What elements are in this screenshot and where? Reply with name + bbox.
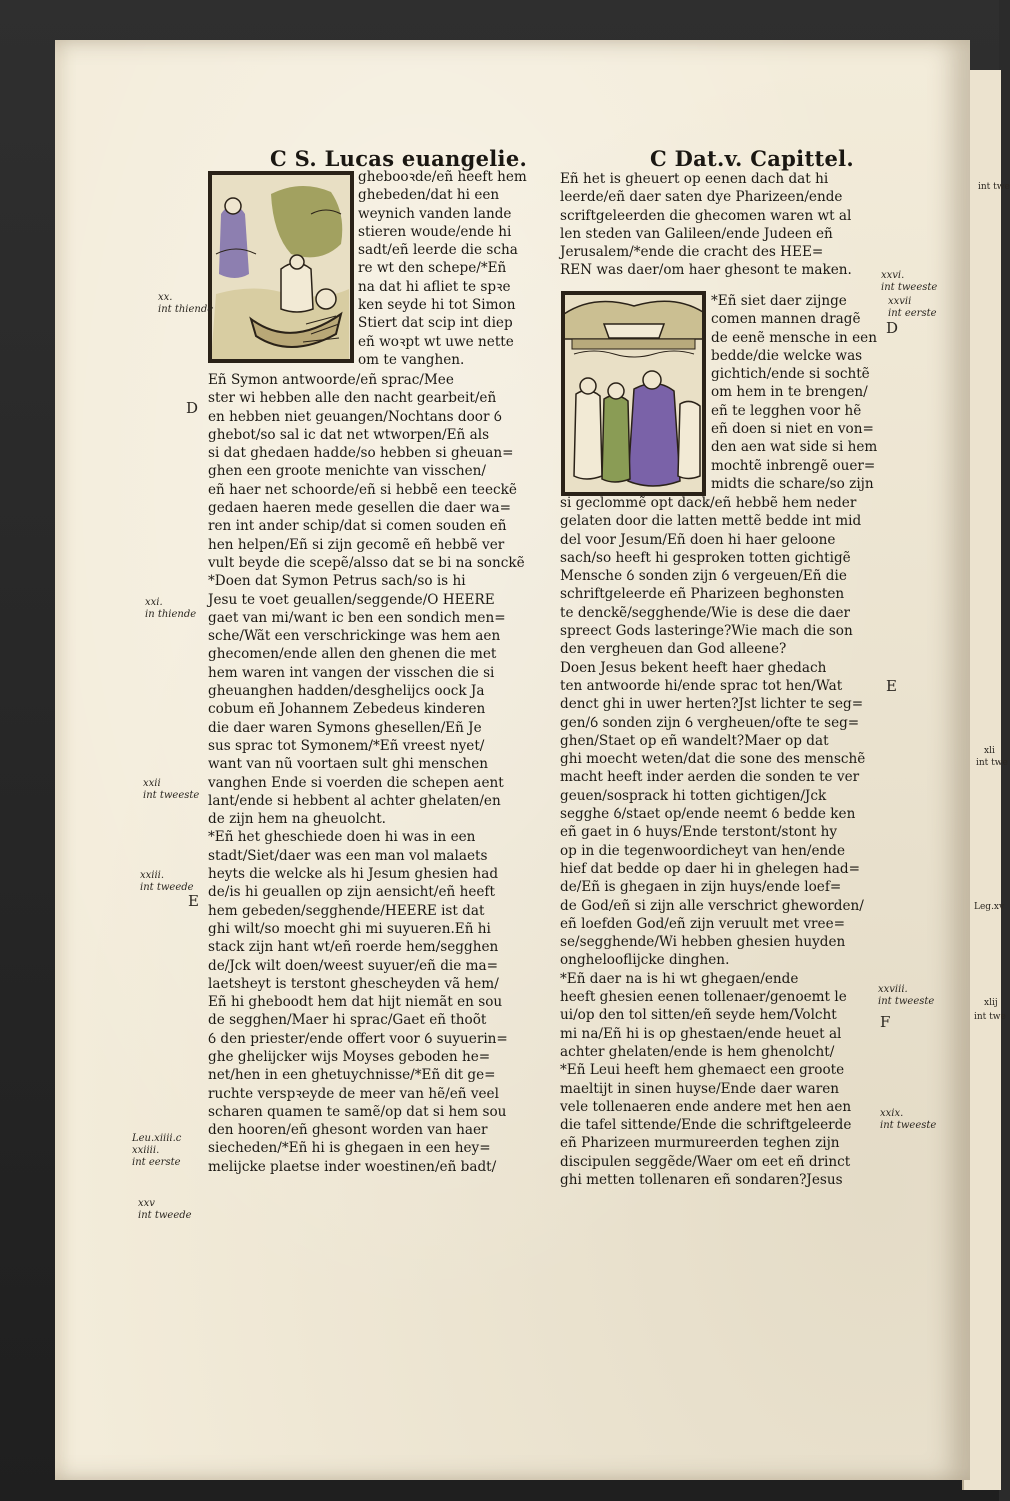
text-line: midts die schare/so zijn (711, 475, 874, 492)
right-column-beside-image (711, 292, 877, 493)
text-line: ster wi hebben alle den nacht gearbeit/eñ (208, 390, 497, 407)
text-line: heeft ghesien eenen tollenaer/genoemt le (560, 989, 847, 1006)
text-line: eñ loefden God/eñ zijn veruult met vree= (560, 915, 846, 932)
left-column-beside-image (358, 168, 527, 369)
text-line: Jesu te voet geuallen/seggende/O HEERE (208, 591, 495, 608)
text-line: want van nũ voortaen sult ghi menschen (208, 756, 489, 773)
margin-section-letter: E (188, 892, 199, 910)
text-line: ghebooꝛde/eñ heeft hem (358, 169, 527, 185)
text-line: lant/ende si hebbent al achter ghelaten/en (208, 792, 501, 809)
text-line: ren int ander schip/dat si comen souden eñ (208, 518, 507, 535)
margin-note: xxii int tweeste (143, 778, 200, 801)
text-line: vanghen Ende si voerden die schepen aent (208, 774, 504, 791)
text-line: gheuanghen hadden/desghelijcs oock Ja (208, 683, 485, 700)
text-line: gaet van mi/want ic ben een sondich men= (208, 609, 506, 626)
text-line: te denckẽ/segghende/Wie is dese die daer (560, 604, 851, 621)
left-column-body (208, 371, 538, 1176)
next-page-fragment: xlij (984, 998, 998, 1008)
woodcut-fishing-boat-image (211, 174, 351, 360)
text-line: segghe ỽ/staet op/ende neemt ỽ bedde ken (560, 806, 856, 823)
text-line: die tafel sittende/Ende die schriftgeleerde (560, 1117, 852, 1134)
next-page-fragment: int twe (978, 182, 1010, 192)
text-line: die daer waren Symons ghesellen/Eñ Je (208, 719, 482, 736)
text-line: ui/op den tol sitten/eñ seyde hem/Volcht (560, 1007, 837, 1024)
text-line: sadt/eñ leerde die scha (358, 242, 518, 259)
text-line: discipulen seggẽde/Waer om eet eñ drinct (560, 1153, 851, 1170)
text-line: gedaen haeren mede gesellen die daer wa= (208, 500, 511, 517)
margin-note: xxvi. int tweeste (881, 270, 938, 293)
text-line: ghen/Staet op eñ wandelt?Maer op dat (560, 732, 829, 749)
text-line: se/segghende/Wi hebben ghesien huyden (560, 934, 846, 951)
text-line: Eñ Symon antwoorde/eñ sprac/Mee (208, 372, 454, 388)
margin-note: xxv int tweede (138, 1198, 192, 1221)
woodcut-healing-paralytic (561, 291, 706, 496)
text-line: den aen wat side si hem (711, 439, 878, 456)
text-line: leerde/eñ daer saten dye Pharizeen/ende (560, 189, 843, 206)
text-line: vele tollenaeren ende andere met hen aen (560, 1098, 852, 1115)
text-line: Eñ hi gheboodt hem dat hijt niemãt en sou (208, 994, 503, 1011)
text-line: achter ghelaten/ende is hem ghenolcht/ (560, 1043, 835, 1060)
text-line: eñ Pharizeen murmureerden teghen zijn (560, 1135, 840, 1152)
text-line: den vergheuen dan God alleene? (560, 641, 787, 658)
text-line: stieren woude/ende hi (358, 223, 512, 240)
text-line: onghelooflijcke dinghen. (560, 952, 730, 969)
text-line: ghecomen/ende allen den ghenen die met (208, 646, 497, 663)
text-line: sach/so heeft hi gesproken totten gichtigẽ (560, 549, 851, 566)
text-line: gichtich/ende si sochtẽ (711, 366, 870, 383)
text-line: eñ doen si niet en von= (711, 421, 874, 438)
text-line: vult beyde die scepẽ/alsso dat se bi na sonckẽ (208, 554, 525, 571)
woodcut-fishing-boat (208, 171, 354, 363)
text-line: sche/Wãt een verschrickinge was hem aen (208, 628, 501, 645)
text-line: eñ woꝛpt wt uwe nette (358, 333, 514, 350)
text-line: heyts die welcke als hi Jesum ghesien had (208, 866, 499, 883)
text-line: siecheden/*Eñ hi is ghegaen in een hey= (208, 1140, 491, 1157)
right-column-body (560, 494, 890, 1189)
text-line: de zijn hem na gheuolcht. (208, 811, 386, 828)
text-line: melijcke plaetse inder woestinen/eñ badt/ (208, 1158, 497, 1175)
text-line: geuen/sosprack hi totten gichtigen/Jck (560, 787, 827, 804)
text-line: de/Eñ is ghegaen in zijn huys/ende loef= (560, 879, 842, 896)
text-line: en hebben niet geuangen/Nochtans door ỽ (208, 408, 502, 425)
text-line: eñ haer net schoorde/eñ si hebbẽ een teeckẽ (208, 481, 517, 498)
text-line: ten antwoorde hi/ende sprac tot hen/Wat (560, 677, 843, 694)
text-line: ruchte verspꝛeyde de meer van hẽ/eñ veel (208, 1085, 499, 1102)
text-line: hem waren int vangen der visschen die si (208, 664, 495, 681)
text-line: ghi metten tollenaren eñ sondaren?Jesus (560, 1171, 843, 1188)
text-line: gen/ỽ sonden zijn ỽ vergheuen/ofte te seg= (560, 714, 860, 731)
text-line: stadt/Siet/daer was een man vol malaets (208, 847, 488, 864)
margin-note: xxi. in thiende (145, 597, 197, 620)
margin-section-letter: E (886, 677, 897, 695)
text-line: si geclommẽ opt dack/eñ hebbẽ hem neder (560, 495, 857, 511)
text-line: Mensche ỽ sonden zijn ỽ vergeuen/Eñ die (560, 568, 847, 585)
text-line: Doen Jesus bekent heeft haer ghedach (560, 659, 827, 676)
text-line: om te vanghen. (358, 351, 465, 368)
text-line: hief dat bedde op daer hi in ghelegen had= (560, 860, 860, 877)
running-header-right: C Dat.v. Capittel. (650, 146, 854, 171)
text-line: weynich vanden lande (358, 205, 512, 222)
text-line: len steden van Galileen/ende Judeen eñ (560, 225, 833, 242)
text-line: *Eñ daer na is hi wt ghegaen/ende (560, 970, 799, 987)
text-line: de/Jck wilt doen/weest suyuer/eñ die ma= (208, 957, 499, 974)
text-line: gelaten door die latten mettẽ bedde int mid (560, 513, 862, 530)
margin-section-letter: D (186, 399, 199, 417)
text-line: Jerusalem/*ende die cracht des HEE= (560, 244, 824, 261)
text-line: ghen een groote menichte van visschen/ (208, 463, 486, 480)
text-line: den hooren/eñ ghesont worden van haer (208, 1122, 488, 1139)
text-line: *Eñ Leui heeft hem ghemaect een groote (560, 1062, 845, 1079)
next-page-fragment: Leg.xv (974, 902, 1005, 912)
text-line: om hem in te brengen/ (711, 384, 868, 401)
text-line: bedde/die welcke was (711, 347, 863, 364)
text-line: eñ te legghen voor hẽ (711, 402, 862, 419)
text-line: sus sprac tot Symonem/*Eñ vreest nyet/ (208, 737, 485, 754)
text-line: de segghen/Maer hi sprac/Gaet eñ thoõt (208, 1012, 487, 1029)
next-page-fragment: int twe (974, 1012, 1006, 1022)
text-line: laetsheyt is terstont ghescheyden vã hem/ (208, 975, 499, 992)
text-line: net/hen in een ghetuychnisse/*Eñ dit ge= (208, 1067, 496, 1084)
text-line: hem gebeden/segghende/HEERE ist dat (208, 902, 485, 919)
right-column-top (560, 170, 890, 280)
text-line: stack zijn hant wt/eñ roerde hem/segghen (208, 939, 499, 956)
margin-note: Leu.xiiii.c xxiiii. int eerste (132, 1133, 182, 1168)
text-line: scharen quamen te samẽ/op dat si hem sou (208, 1103, 507, 1120)
text-line: ghe ghelijcker wijs Moyses geboden he= (208, 1048, 491, 1065)
text-line: Eñ het is gheuert op eenen dach dat hi (560, 171, 829, 187)
next-page-fragment: xli (984, 746, 995, 756)
woodcut-healing-paralytic-image (564, 294, 703, 493)
text-line: schriftgeleerde eñ Pharizeen beghonsten (560, 586, 845, 603)
text-line: *Doen dat Symon Petrus sach/so is hi (208, 573, 466, 590)
text-line: ghi wilt/so moecht ghi mi suyueren.Eñ hi (208, 920, 491, 937)
text-line: REN was daer/om haer ghesont te maken. (560, 262, 852, 279)
margin-note: xxviii. int tweeste (878, 984, 935, 1007)
text-line: de eenẽ mensche in een (711, 329, 877, 346)
text-line: del voor Jesum/Eñ doen hi haer geloone (560, 531, 836, 548)
text-line: mi na/Eñ hi is op ghestaen/ende heuet al (560, 1025, 842, 1042)
text-line: hen helpen/Eñ si zijn gecomẽ eñ hebbẽ ver (208, 536, 505, 553)
margin-note: xxvii int eerste (888, 296, 937, 319)
text-line: ken seyde hi tot Simon (358, 297, 516, 314)
text-line: macht heeft inder aerden die sonden te ver (560, 769, 860, 786)
text-line: maeltijt in sinen huyse/Ende daer waren (560, 1080, 840, 1097)
text-line: mochtẽ inbrengẽ ouer= (711, 457, 876, 474)
text-line: ghebot/so sal ic dat net wtworpen/Eñ als (208, 426, 490, 443)
text-line: spreect Gods lasteringe?Wie mach die son (560, 623, 853, 640)
text-line: de God/eñ si zijn alle verschrict gheworden/ (560, 897, 864, 914)
text-line: scriftgeleerden die ghecomen waren wt al (560, 207, 852, 224)
text-line: ghebeden/dat hi een (358, 187, 500, 204)
margin-note: xxix. int tweeste (880, 1108, 937, 1131)
text-line: comen mannen dragẽ (711, 311, 861, 328)
text-line: de/is hi geuallen op zijn aensicht/eñ heeft (208, 884, 495, 901)
text-line: si dat ghedaen hadde/so hebben si gheuan= (208, 445, 514, 462)
text-line: re wt den schepe/*Eñ (358, 260, 507, 277)
margin-note: xx. int thiende (158, 292, 214, 315)
text-line: *Eñ het gheschiede doen hi was in een (208, 829, 476, 846)
text-line: denct ghi in uwer herten?Jst lichter te seg= (560, 696, 864, 713)
text-line: eñ gaet in ỽ huys/Ende terstont/stont hy (560, 824, 838, 841)
running-header-left: C S. Lucas euangelie. (270, 146, 528, 171)
text-line: na dat hi afliet te spꝛe (358, 278, 511, 295)
text-line: ỽ den priester/ende offert voor ỽ suyuerin= (208, 1030, 508, 1047)
next-page-fragment: int twe (976, 758, 1008, 768)
text-line: Stiert dat scip int diep (358, 315, 513, 332)
margin-note: xxiii. int tweede (140, 870, 194, 893)
text-line: cobum eñ Johannem Zebedeus kinderen (208, 701, 486, 718)
text-line: ghi moecht weten/dat die sone des menschẽ (560, 751, 866, 768)
margin-section-letter: D (886, 319, 899, 337)
margin-section-letter: F (880, 1013, 891, 1031)
text-line: op in die tegenwoordicheyt van hen/ende (560, 842, 846, 859)
text-line: *Eñ siet daer zijnge (711, 293, 847, 309)
